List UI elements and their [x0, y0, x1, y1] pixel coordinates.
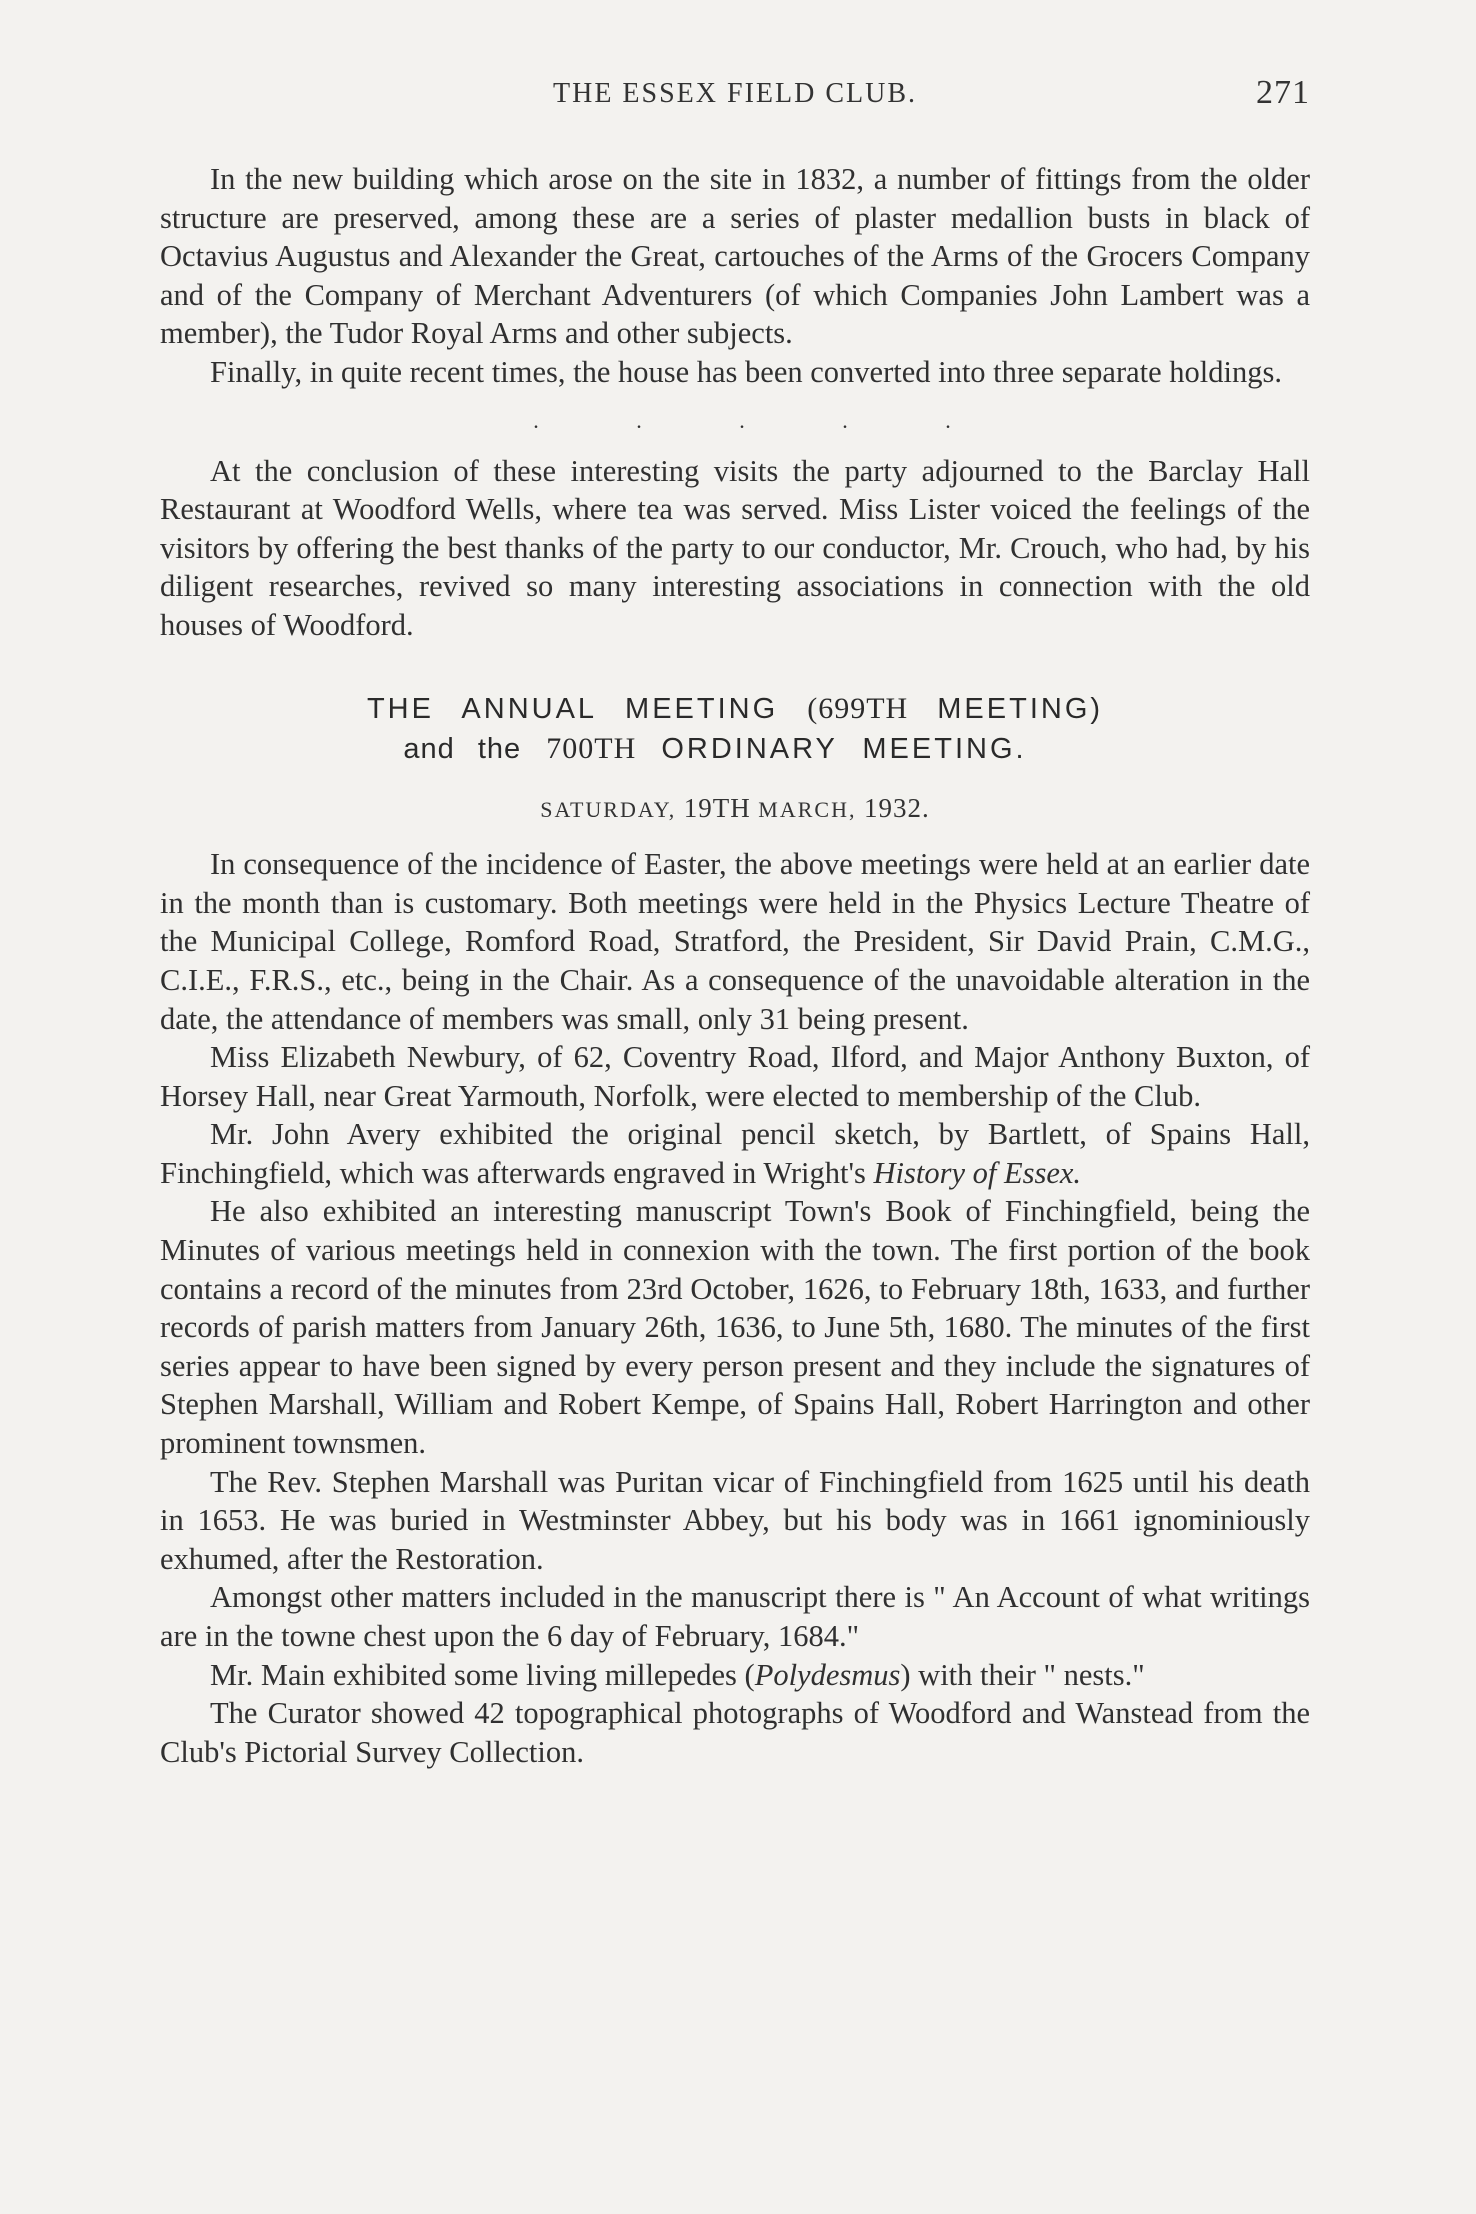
paragraph-stephen-marshall: The Rev. Stephen Marshall was Puritan vicar of Finchingfield from 1625 until his death in 1653. He was buried in Westminster Abbey, but his body was in 1661 ignominiously exhumed, after the Restoration. — [160, 1464, 1310, 1576]
section-heading — [160, 689, 1310, 769]
running-title: THE ESSEX FIELD CLUB. — [553, 78, 917, 109]
heading-meeting-close: MEETING) — [937, 692, 1104, 725]
main-after: ) with their " nests." — [900, 1657, 1145, 1692]
polydesmus-name: Polydesmus — [754, 1657, 901, 1692]
heading-annual-meeting: THE ANNUAL MEETING — [366, 692, 779, 725]
date-month: MARCH, — [758, 796, 857, 822]
paragraph-new-building: In the new building which arose on the site in 1832, a number of fittings from the older structure are preserved, among these are a series of plaster medallion busts in black of Octavius Augustus and Alexander the Great, cartouches of the Arms of the Grocers Company and of the Company of Merchant Adventurers (of which Companies John Lambert was a member), the Tudor Royal Arms and other subjects. — [160, 162, 1310, 351]
paragraph-avery-sketch — [160, 1115, 1310, 1192]
history-of-essex-title: History of Essex. — [873, 1155, 1082, 1190]
paragraph-millepedes — [160, 1656, 1310, 1695]
paragraph-towns-book: He also exhibited an interesting manuscript Town's Book of Finchingfield, being the Minutes of various meetings held in connexion with the town. The first portion of the book contains a record of the minutes from 23rd October, 1626, to February 18th, 1633, and further records of parish matters from January 26th, 1636, to June 5th, 1680. The minutes of the first series appear to have been signed by every person present and they include the signatures of Stephen Marshall, William and Robert Kempe, of Spains Hall, Robert Harrington and other prominent townsmen. — [160, 1194, 1310, 1461]
body-text — [160, 160, 1310, 1771]
section-heading-line-1 — [160, 689, 1310, 729]
date-day: 19TH — [683, 792, 751, 823]
heading-ordinary-meeting: ORDINARY MEETING. — [661, 732, 1027, 765]
running-header — [160, 74, 1310, 118]
date-weekday: SATURDAY, — [540, 796, 677, 822]
paragraph-towne-chest: Amongst other matters included in the manuscript there is " An Account of what writings are in the towne chest upon the 6 day of February, 1684." — [160, 1580, 1310, 1653]
section-heading-line-2 — [120, 729, 1310, 769]
main-before: Mr. Main exhibited some living millepedes ( — [210, 1657, 755, 1692]
heading-meeting-number: (699TH — [807, 691, 909, 725]
date-year: 1932. — [863, 792, 930, 823]
heading-ordinary-number: 700TH — [546, 731, 637, 765]
page-number: 271 — [1256, 74, 1310, 111]
paragraph-visits-conclusion: At the conclusion of these interesting visits the party adjourned to the Barclay Hall Restaurant at Woodford Wells, where tea was served. Miss Lister voiced the feelings of the visitors by offering the best thanks of the party to our conductor, Mr. Crouch, who had, by his diligent researches, revived so many interesting associations in connection with the old houses of Woodford. — [160, 453, 1310, 642]
paragraph-easter: In consequence of the incidence of Easter, the above meetings were held at an earlier date in the month than is customary. Both meetings were held in the Physics Lecture Theatre of the Municipal College, Romford Road, Stratford, the President, Sir David Prain, C.M.G., C.I.E., F.R.S., etc., being in the Chair. As a consequence of the unavoidable alteration in the date, the attendance of members was small, only 31 being present. — [160, 847, 1310, 1036]
avery-text: Mr. John Avery exhibited the original pencil sketch, by Bartlett, of Spains Hall, Finchingfield, which was afterwards engraved in Wright's — [160, 1117, 1310, 1190]
heading-and-the: and the — [403, 732, 522, 765]
paragraph-new-members: Miss Elizabeth Newbury, of 62, Coventry Road, Ilford, and Major Anthony Buxton, of Horsey Hall, near Great Yarmouth, Norfolk, were elected to membership of the Club. — [160, 1040, 1310, 1113]
document-page — [160, 74, 1310, 1771]
meeting-date — [160, 789, 1310, 830]
paragraph-curator: The Curator showed 42 topographical photographs of Woodford and Wanstead from the Club's Pictorial Survey Collection. — [160, 1696, 1310, 1769]
section-break-ornament: . . . . . — [533, 407, 997, 433]
paragraph-finally: Finally, in quite recent times, the house has been converted into three separate holdings. — [210, 354, 1282, 389]
